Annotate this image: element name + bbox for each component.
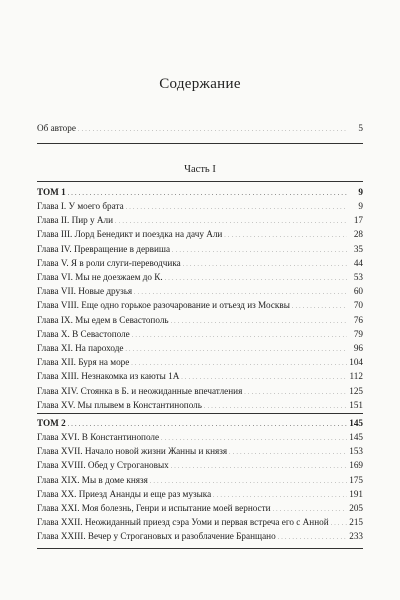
toc-entry-page: 9	[358, 201, 363, 211]
toc-entry[interactable]	[37, 315, 363, 329]
toc-entry-label: Глава XIX. Мы в доме князя	[37, 474, 148, 485]
toc-entry-page: 60	[353, 286, 363, 297]
toc-entry-label: Глава II. Пир у Али	[37, 215, 114, 226]
toc-entry[interactable]	[37, 475, 363, 489]
divider	[37, 143, 363, 144]
toc-entry[interactable]	[37, 531, 363, 545]
toc-entry[interactable]	[37, 357, 363, 371]
divider	[37, 548, 363, 549]
dot-leader	[224, 229, 347, 239]
toc-entry[interactable]	[37, 517, 363, 531]
toc-entry[interactable]	[37, 258, 363, 272]
dot-leader	[125, 343, 347, 353]
toc-entry-label: Глава IV. Превращение в дервиша	[37, 243, 171, 254]
toc-volume-label: ТОМ 1	[37, 187, 66, 197]
toc-volume-2[interactable]	[37, 418, 363, 432]
toc-entry-page: 233	[349, 531, 363, 542]
dot-leader	[183, 258, 347, 268]
toc-entry[interactable]	[37, 329, 363, 343]
dot-leader	[68, 187, 347, 197]
dot-leader	[115, 215, 347, 225]
toc-entry-page: 28	[353, 229, 363, 240]
dot-leader	[292, 300, 347, 310]
toc-entry[interactable]	[37, 489, 363, 503]
toc-entry-label: Глава VIII. Еще одно горькое разочарование и отъезд из Москвы	[37, 300, 290, 311]
toc-entry-label: Глава XXI. Моя болезнь, Генри и испытание моей верности	[37, 503, 271, 513]
toc-entry-page: 145	[349, 432, 363, 442]
dot-leader	[273, 503, 347, 513]
toc-entry[interactable]	[37, 201, 363, 215]
toc-entry[interactable]	[37, 460, 363, 474]
toc-entry-page: 5	[358, 123, 363, 133]
toc-entry-page: 53	[353, 272, 363, 282]
toc-entry-label: Глава XVII. Начало новой жизни Жанны и князя	[37, 446, 228, 457]
toc-entry-label: Глава VII. Новые друзья	[37, 286, 133, 297]
dot-leader	[331, 517, 347, 527]
toc-entry-label: Глава XII. Буря на море	[37, 357, 130, 368]
divider	[37, 413, 363, 414]
toc-entry-page: 35	[353, 243, 363, 254]
toc-entry[interactable]	[37, 286, 363, 300]
toc-entry-label: Глава X. В Севастополе	[37, 328, 130, 339]
dot-leader	[126, 201, 347, 211]
toc-entry-label: Глава XXIII. Вечер у Строгановых и разоблачение Бранщано	[37, 531, 276, 542]
toc-entry-page: 151	[349, 399, 363, 410]
part-heading: Часть I	[184, 164, 216, 175]
dot-leader	[171, 315, 347, 325]
toc-entry-page: 153	[349, 446, 363, 457]
toc-entry-label: Глава XVI. В Константинополе	[37, 432, 160, 442]
page-title: Содержание	[159, 76, 241, 92]
toc-entry-page: 112	[349, 371, 363, 382]
toc-entry[interactable]	[37, 446, 363, 460]
toc-entry-label: Глава VI. Мы не доезжаем до К.	[37, 272, 163, 282]
dot-leader	[244, 386, 347, 396]
toc-entry-label: Глава V. Я в роли слуги-переводчика	[37, 257, 181, 268]
dot-leader	[134, 286, 347, 296]
toc-entry-page: 104	[349, 357, 363, 368]
toc-entry[interactable]	[37, 400, 363, 414]
toc-volume-label: ТОМ 2	[37, 418, 66, 428]
toc-entry[interactable]	[37, 229, 363, 243]
toc-entry-page: 191	[349, 488, 363, 499]
toc-entry-page: 205	[349, 503, 363, 513]
toc-entry-label: Об авторе	[37, 123, 76, 133]
toc-entry-page: 17	[353, 215, 363, 226]
toc-entry[interactable]	[37, 432, 363, 446]
toc-entry-label: Глава IX. Мы едем в Севастополь	[37, 314, 169, 325]
dot-leader	[172, 244, 347, 254]
toc-entry-label: Глава XVIII. Обед у Строгановых	[37, 460, 169, 471]
toc-entry[interactable]	[37, 371, 363, 385]
dot-leader	[161, 432, 347, 442]
toc-entry[interactable]	[37, 386, 363, 400]
toc-volume-1[interactable]	[37, 187, 363, 201]
toc-entry-page: 76	[353, 314, 363, 325]
toc-entry-label: Глава III. Лорд Бенедикт и поездка на дачу Али	[37, 229, 223, 240]
toc-entry-page: 96	[353, 343, 363, 353]
toc-entry-page: 79	[353, 328, 363, 339]
dot-leader	[131, 357, 347, 367]
dot-leader	[150, 475, 347, 485]
toc-entry-label: Глава XIV. Стоянка в Б. и неожиданные впечатления	[37, 385, 243, 396]
toc-entry-page: 215	[349, 517, 363, 528]
toc-entry-page: 125	[349, 385, 363, 396]
toc-entry-label: Глава XI. На пароходе	[37, 343, 124, 353]
toc-entry[interactable]	[37, 244, 363, 258]
toc-entry-label: Глава XV. Мы плывем в Константинополь	[37, 399, 202, 410]
dot-leader	[132, 329, 347, 339]
divider	[37, 181, 363, 182]
dot-leader	[213, 489, 347, 499]
toc-entry[interactable]	[37, 300, 363, 314]
toc-entry-label: Глава XIII. Незнакомка из каюты 1А	[37, 371, 180, 382]
toc-entry-page: 169	[349, 460, 363, 471]
dot-leader	[181, 371, 347, 381]
toc-volume-page: 9	[358, 187, 363, 197]
toc-entry[interactable]	[37, 343, 363, 357]
toc-entry-page: 175	[349, 474, 363, 485]
dot-leader	[165, 272, 347, 282]
dot-leader	[278, 531, 347, 541]
toc-entry-label: Глава XXII. Неожиданный приезд сэра Уоми и первая встреча его с Анной	[37, 517, 329, 528]
toc-entry-page: 44	[353, 257, 363, 268]
toc-entry[interactable]	[37, 215, 363, 229]
toc-entry[interactable]	[37, 503, 363, 517]
dot-leader	[78, 123, 347, 133]
dot-leader	[68, 418, 347, 428]
toc-entry-label: Глава I. У моего брата	[37, 201, 124, 211]
dot-leader	[204, 400, 347, 410]
dot-leader	[229, 446, 347, 456]
toc-entry-about-author[interactable]	[37, 123, 363, 137]
dot-leader	[171, 460, 347, 470]
toc-entry-page: 70	[353, 300, 363, 311]
toc-entry[interactable]	[37, 272, 363, 286]
toc-entry-label: Глава XX. Приезд Ананды и еще раз музыка	[37, 488, 212, 499]
toc-volume-page: 145	[349, 418, 363, 428]
